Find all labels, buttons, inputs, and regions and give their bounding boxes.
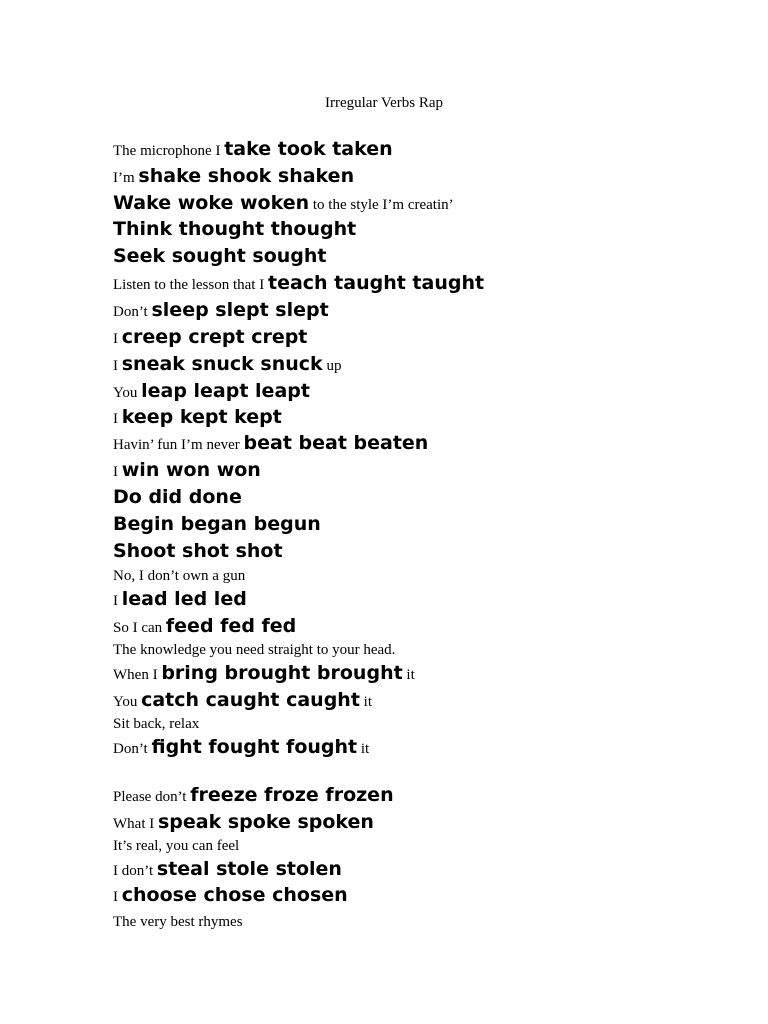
- lyric-text: So I can: [113, 620, 166, 636]
- verb-forms: leap leapt leapt: [141, 380, 310, 402]
- lyric-line: [113, 298, 329, 324]
- lyric-text: Please don’t: [113, 789, 191, 805]
- verb-forms: teach taught taught: [267, 272, 485, 294]
- lyric-text: The very best rhymes: [113, 914, 243, 930]
- verb-forms: catch caught caught: [141, 689, 360, 711]
- lyric-line: [113, 832, 239, 858]
- lyric-text: I: [113, 593, 122, 609]
- verb-forms: creep crept crept: [121, 326, 308, 348]
- lyric-line: [113, 244, 327, 270]
- lyric-line: [113, 352, 341, 378]
- lyric-line: [113, 783, 394, 809]
- lyric-text: When I: [113, 667, 162, 683]
- verb-forms: win won won: [121, 459, 261, 481]
- verb-forms: Begin began begun: [113, 513, 321, 535]
- lyric-text: up: [322, 358, 342, 374]
- lyric-line: [113, 164, 354, 190]
- verb-forms: choose chose chosen: [121, 884, 348, 906]
- verb-forms: fight fought fought: [151, 736, 358, 758]
- lyric-text: I: [113, 411, 122, 427]
- lyric-text: I: [113, 331, 122, 347]
- verb-forms: feed fed fed: [165, 615, 297, 637]
- lyric-line: [113, 217, 356, 243]
- verb-forms: Do did done: [113, 486, 242, 508]
- lyric-text: I: [113, 889, 122, 905]
- verb-forms: steal stole stolen: [156, 858, 342, 880]
- lyric-line: [113, 191, 454, 217]
- page-title: Irregular Verbs Rap: [324, 95, 443, 111]
- lyric-line: [113, 325, 307, 351]
- lyric-text: What I: [113, 816, 158, 832]
- lyric-line: [113, 636, 395, 662]
- lyric-text: it: [402, 667, 415, 683]
- lyric-text: I: [113, 464, 122, 480]
- lyric-text: It’s real, you can feel: [113, 838, 240, 854]
- lyric-text: Don’t: [113, 741, 152, 757]
- lyric-text: No, I don’t own a gun: [113, 568, 246, 584]
- lyric-line: [113, 271, 484, 297]
- lyric-line: [113, 485, 242, 511]
- lyric-text: it: [357, 741, 370, 757]
- lyric-text: I don’t: [113, 863, 157, 879]
- lyric-line: [113, 587, 247, 613]
- lyric-line: [113, 379, 310, 405]
- verb-forms: speak spoke spoken: [157, 811, 374, 833]
- verb-forms: shake shook shaken: [138, 165, 355, 187]
- lyric-text: The knowledge you need straight to your head.: [113, 642, 396, 658]
- verb-forms: sneak snuck snuck: [121, 353, 323, 375]
- lyric-text: it: [359, 694, 373, 710]
- lyric-text: The microphone I: [113, 143, 225, 159]
- lyric-text: I’m: [113, 170, 139, 186]
- lyric-line: [113, 857, 342, 883]
- lyric-text: Havin’ fun I’m never: [113, 437, 244, 453]
- verb-forms: bring brought brought: [161, 662, 403, 684]
- verb-forms: Shoot shot shot: [113, 540, 283, 562]
- verb-forms: Seek sought sought: [113, 245, 327, 267]
- lyric-text: to the style I’m creatin’: [309, 197, 454, 213]
- lyric-line: [113, 431, 428, 457]
- verb-forms: lead led led: [121, 588, 247, 610]
- lyric-line: [113, 562, 245, 588]
- lyric-line: [113, 735, 369, 761]
- lyric-text: Sit back, relax: [113, 716, 200, 732]
- verb-forms: beat beat beaten: [243, 432, 429, 454]
- lyric-text: Don’t: [113, 304, 152, 320]
- lyric-text: You: [113, 385, 142, 401]
- lyric-line: [113, 512, 321, 538]
- lyric-text: I: [113, 358, 122, 374]
- verb-forms: freeze froze frozen: [190, 784, 394, 806]
- lyric-text: Listen to the lesson that I: [113, 277, 268, 293]
- lyric-line: [113, 405, 282, 431]
- verb-forms: take took taken: [224, 138, 393, 160]
- verb-forms: Think thought thought: [113, 218, 357, 240]
- lyric-line: [113, 883, 348, 909]
- verb-forms: Wake woke woken: [113, 192, 310, 214]
- lyric-line: [113, 710, 199, 736]
- verb-forms: sleep slept slept: [151, 299, 329, 321]
- lyric-line: [113, 908, 243, 934]
- lyric-line: [113, 661, 415, 687]
- lyric-text: You: [113, 694, 142, 710]
- lyric-line: [113, 137, 393, 163]
- lyric-line: [113, 458, 261, 484]
- verb-forms: keep kept kept: [121, 406, 282, 428]
